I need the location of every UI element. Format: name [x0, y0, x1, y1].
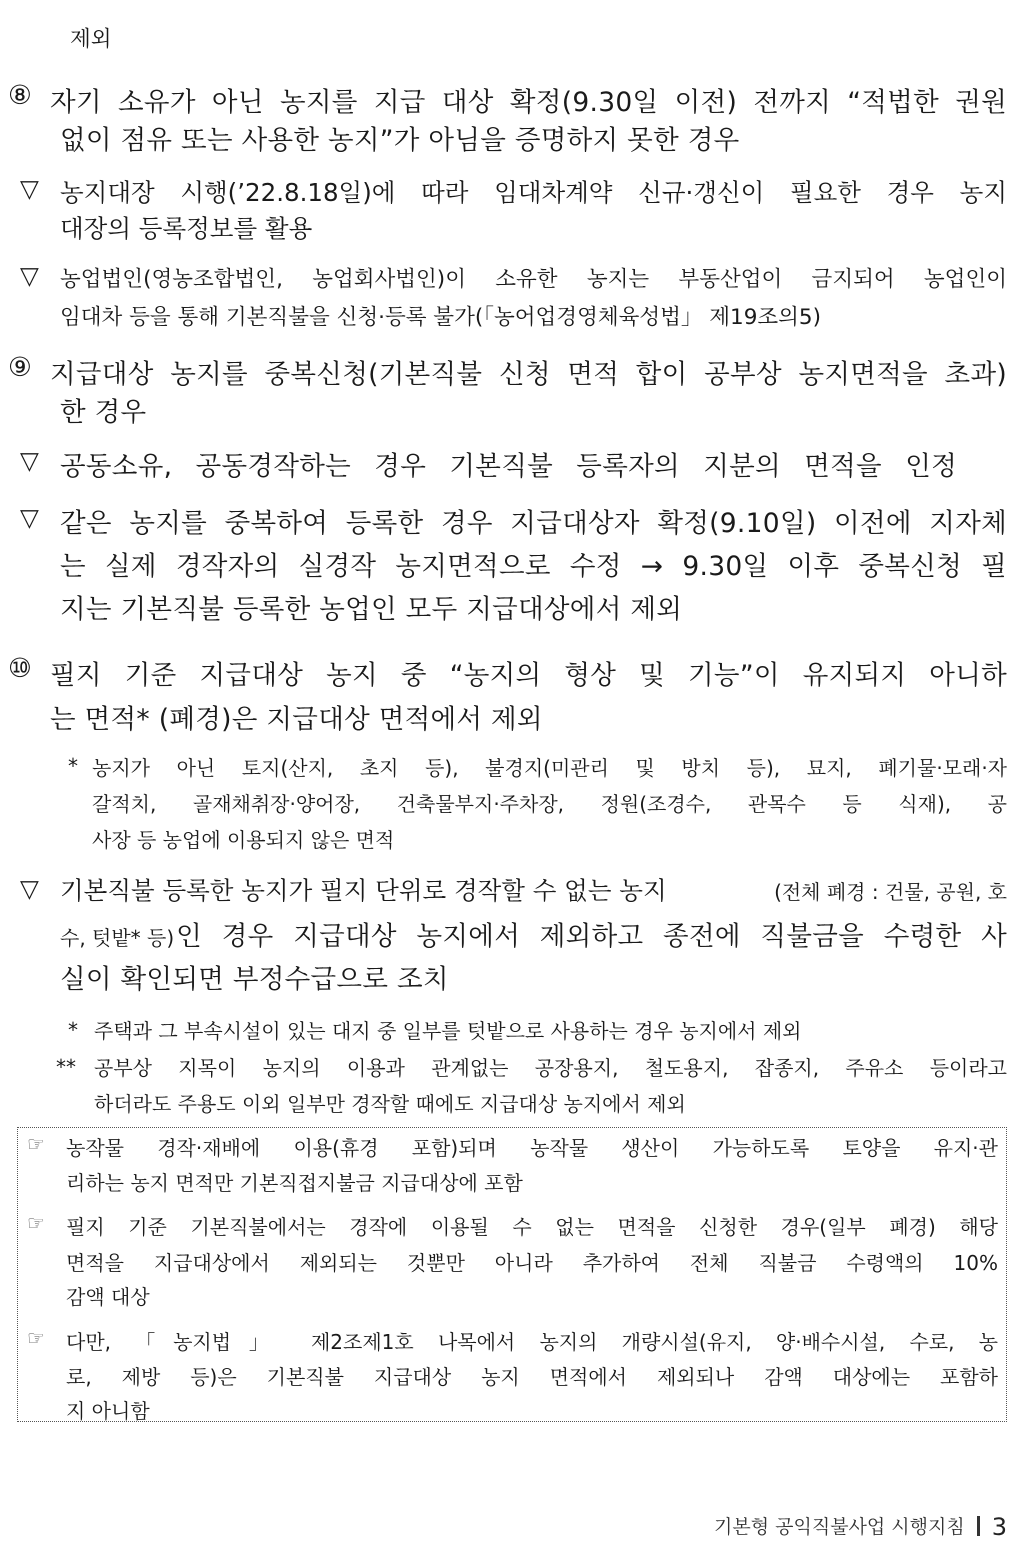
item-10-note-2-line-1: 공부상 지목이 농지의 이용과 관계없는 공장용지, 철도용지, 잡종지, 주유소 등이라고 [94, 1056, 1007, 1080]
item-10-note-2-marker: ** [56, 1055, 76, 1079]
notes-box-item-3-line-2: 로, 제방 등)은 기본직불 지급대상 농지 면적에서 제외되나 감액 대상에는 포함하 [66, 1365, 998, 1389]
item-10-line-2: 는 면적* (폐경)은 지급대상 면적에서 제외 [50, 704, 543, 735]
item-9-marker: ⑨ [8, 352, 33, 383]
item-10-marker: ⑩ [8, 653, 33, 684]
item-9-sub-2-line-1: 같은 농지를 중복하여 등록한 경우 지급대상자 확정(9.10일) 이전에 지자체 [60, 508, 1007, 539]
item-10-footnote-line-3: 사장 등 농업에 이용되지 않은 면적 [92, 828, 395, 852]
hand-pointer-icon: ☞ [27, 1132, 45, 1156]
item-10-footnote-line-2: 갈적치, 골재채취장·양어장, 건축물부지·주차장, 정원(조경수, 관목수 등 식재), 공 [92, 792, 1007, 816]
item-10-sub-1-line-2-small: 수, 텃밭* 등) [60, 926, 175, 950]
notes-box [17, 1127, 1007, 1422]
notes-box-item-3-line-3: 지 아니함 [66, 1399, 150, 1423]
item-9-sub-2-line-2: 는 실제 경작자의 실경작 농지면적으로 수정 → 9.30일 이후 중복신청 필 [60, 551, 1007, 582]
item-9-sub-2-line-3: 지는 기본직불 등록한 농업인 모두 지급대상에서 제외 [60, 594, 683, 625]
carry-over-text: 제외 [70, 27, 112, 52]
item-10-sub-1-line-2-main: 인 경우 지급대상 농지에서 제외하고 종전에 직불금을 수령한 사 [176, 921, 1007, 952]
hand-pointer-icon: ☞ [27, 1326, 45, 1350]
notes-box-item-2-line-3: 감액 대상 [66, 1285, 150, 1309]
item-10-sub-1-line-1-small: (전체 폐경 : 건물, 공원, 호 [774, 880, 1007, 904]
item-10-sub-1-line-3: 실이 확인되면 부정수급으로 조치 [60, 964, 449, 995]
item-8-sub-1-line-2: 대장의 등록정보를 활용 [60, 214, 313, 243]
notes-box-item-1-line-1: 농작물 경작·재배에 이용(휴경 포함)되며 농작물 생산이 가능하도록 토양을 유지·관 [66, 1136, 998, 1160]
item-8-sub-1-marker: ▽ [20, 174, 39, 203]
item-9-line-1: 지급대상 농지를 중복신청(기본직불 신청 면적 합이 공부상 농지면적을 초과) [50, 359, 1007, 390]
item-10-note-1-marker: * [68, 1018, 78, 1042]
item-10-sub-1-marker: ▽ [20, 874, 39, 903]
item-10-line-1: 필지 기준 지급대상 농지 중 “농지의 형상 및 기능”이 유지되지 아니하 [50, 660, 1007, 691]
item-9-line-2: 한 경우 [60, 397, 147, 428]
item-8-sub-2-marker: ▽ [20, 261, 39, 290]
item-10-footnote-line-1: 농지가 아닌 토지(산지, 초지 등), 불경지(미관리 및 방치 등), 묘지, 폐기물·모래·자 [92, 756, 1007, 780]
item-8-line-1: 자기 소유가 아닌 농지를 지급 대상 확정(9.30일 이전) 전까지 “적법한 권원 [50, 87, 1007, 118]
notes-box-item-1-line-2: 리하는 농지 면적만 기본직접지불금 지급대상에 포함 [66, 1171, 523, 1195]
item-8-sub-2-line-2: 임대차 등을 통해 기본직불을 신청·등록 불가(「농어업경영체육성법」 제19조의5) [60, 305, 821, 330]
page-number: 3 [991, 1513, 1007, 1541]
page-footer [714, 1512, 1007, 1541]
item-10-sub-1-line-1-main: 기본직불 등록한 농지가 필지 단위로 경작할 수 없는 농지 [60, 876, 667, 905]
item-8-sub-1-line-1: 농지대장 시행(’22.8.18일)에 따라 임대차계약 신규·갱신이 필요한 경우 농지 [60, 178, 1007, 207]
footer-divider [977, 1516, 980, 1536]
notes-box-item-2-line-2: 면적을 지급대상에서 제외되는 것뿐만 아니라 추가하여 전체 직불금 수령액의 10% [66, 1251, 998, 1275]
item-8-sub-2-line-1: 농업법인(영농조합법인, 농업회사법인)이 소유한 농지는 부동산업이 금지되어 농업인이 [60, 267, 1007, 292]
notes-box-item-3-line-1: 다만, 「농지법」 제2조제1호 나목에서 농지의 개량시설(유지, 양·배수시설, 수로, 농 [66, 1330, 998, 1354]
item-10-footnote-marker: * [68, 754, 78, 778]
footer-title: 기본형 공익직불사업 시행지침 [714, 1516, 965, 1538]
item-10-sub-1-line-1 [60, 872, 1007, 907]
item-8-line-2: 없이 점유 또는 사용한 농지”가 아님을 증명하지 못한 경우 [60, 125, 740, 156]
item-9-sub-1-marker: ▽ [20, 446, 39, 475]
item-9-sub-1-line-1: 공동소유, 공동경작하는 경우 기본직불 등록자의 지분의 면적을 인정 [60, 451, 957, 482]
item-9-sub-2-marker: ▽ [20, 503, 39, 532]
item-8-marker: ⑧ [8, 80, 33, 111]
hand-pointer-icon: ☞ [27, 1211, 45, 1235]
item-10-sub-1-line-2 [60, 914, 1007, 953]
notes-box-item-2-line-1: 필지 기준 기본직불에서는 경작에 이용될 수 없는 면적을 신청한 경우(일부 폐경) 해당 [66, 1215, 998, 1239]
item-10-note-2-line-2: 하더라도 주용도 이외 일부만 경작할 때에도 지급대상 농지에서 제외 [94, 1092, 686, 1116]
item-10-note-1-text: 주택과 그 부속시설이 있는 대지 중 일부를 텃밭으로 사용하는 경우 농지에서 제외 [94, 1019, 802, 1043]
